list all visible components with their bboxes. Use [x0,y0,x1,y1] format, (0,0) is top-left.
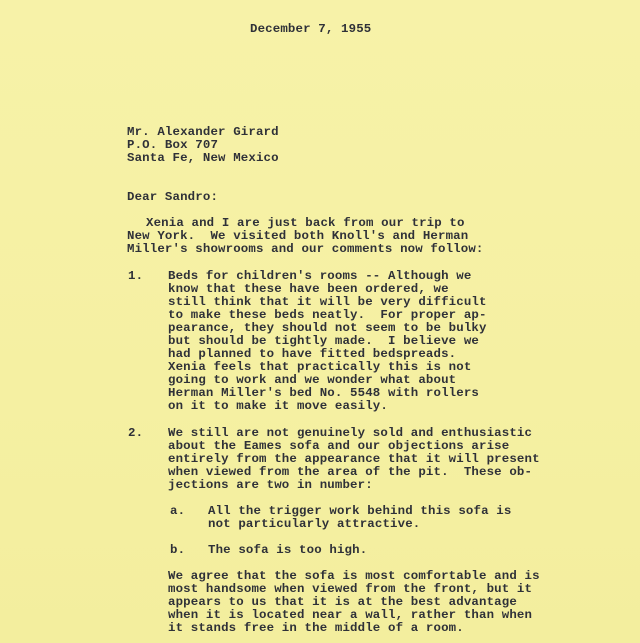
item-number: 1. [128,269,144,283]
item1-line: Herman Miller's bed No. 5548 with rollers [168,386,480,400]
address-line: P.O. Box 707 [127,138,219,152]
item1-line: going to work and we wonder what about [168,373,457,387]
item1-line: had planned to have fitted bedspreads. [168,347,457,361]
closing-line: it stands free in the middle of a room. [168,621,464,635]
item2-line: entirely from the appearance that it will present [168,452,540,466]
item1-line: on it to make it move easily. [168,399,388,413]
item2-line: when viewed from the area of the pit. These ob- [168,465,533,479]
intro-line: Miller's showrooms and our comments now follow: [127,242,484,256]
closing-line: We agree that the sofa is most comfortable and is [168,569,540,583]
sub-item-label: b. [170,543,186,557]
address-line: Mr. Alexander Girard [127,125,279,139]
sub-item-label: a. [170,504,186,518]
item2-line: We still are not genuinely sold and enthusiastic [168,426,533,440]
closing-line: most handsome when viewed from the front, but it [168,582,533,596]
item1-line: know that these have been ordered, we [168,282,449,296]
item-number: 2. [128,426,144,440]
intro-line: Xenia and I are just back from our trip to [146,216,465,230]
address-line: Santa Fe, New Mexico [127,151,279,165]
item1-line: Xenia feels that practically this is not [168,360,472,374]
item1-line: still think that it will be very difficult [168,295,487,309]
letter-date: December 7, 1955 [250,22,372,36]
closing-line: when it is located near a wall, rather than when [168,608,533,622]
sub-a-line: not particularly attractive. [208,517,421,531]
intro-line: New York. We visited both Knoll's and Herman [127,229,469,243]
closing-line: appears to us that it is at the best advantage [168,595,517,609]
salutation: Dear Sandro: [127,190,219,204]
item1-line: to make these beds neatly. For proper ap- [168,308,487,322]
sub-a-line: All the trigger work behind this sofa is [208,504,512,518]
item1-line: pearance, they should not seem to be bulky [168,321,487,335]
item2-line: jections are two in number: [168,478,373,492]
sub-b-line: The sofa is too high. [208,543,368,557]
item1-line: but should be tightly made. I believe we [168,334,480,348]
item2-line: about the Eames sofa and our objections arise [168,439,510,453]
item1-line: Beds for children's rooms -- Although we [168,269,472,283]
